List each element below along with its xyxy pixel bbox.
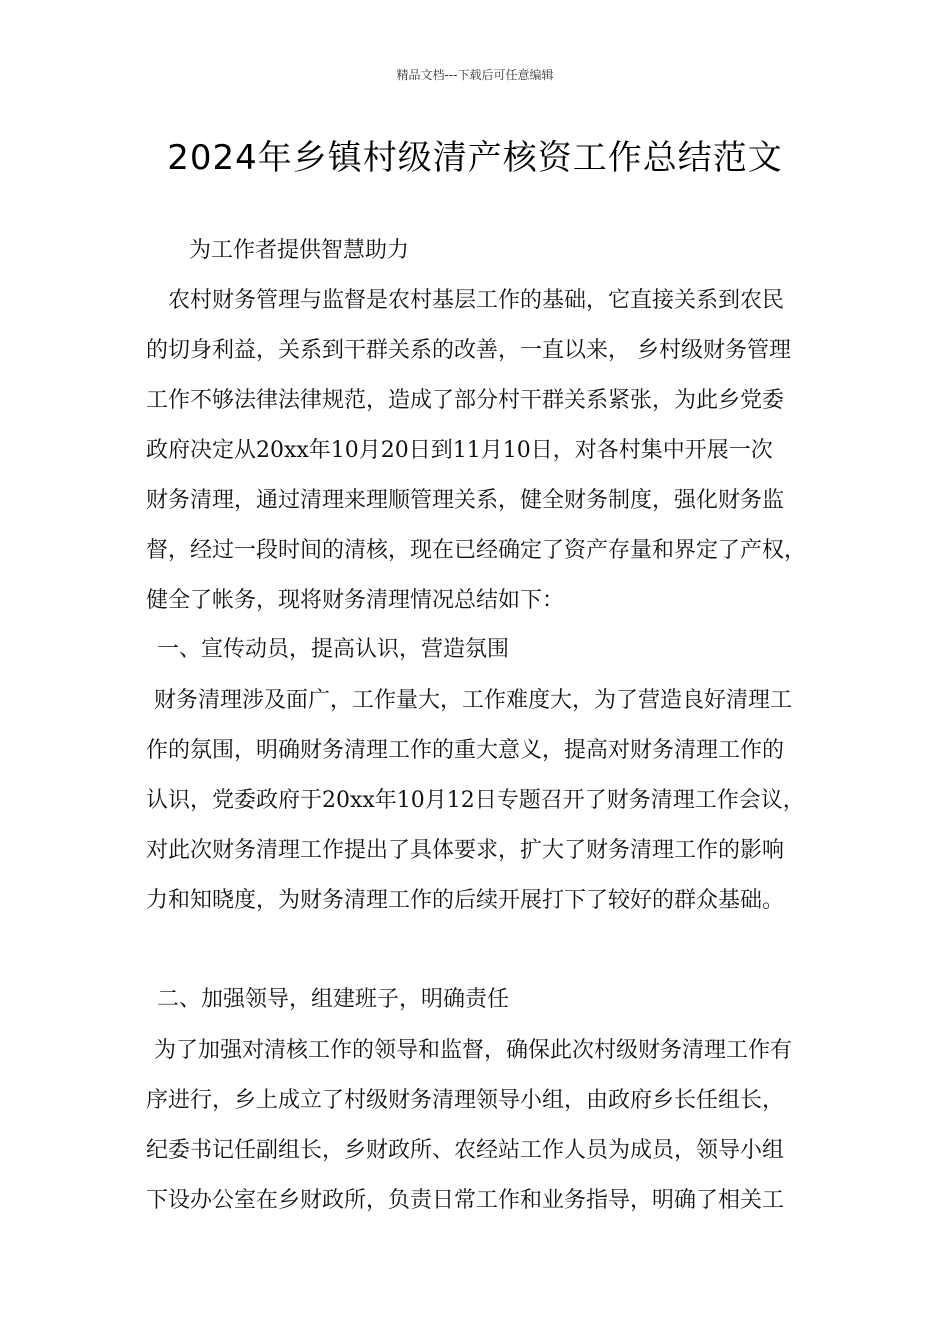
subtitle-line: 为工作者提供智慧助力 bbox=[189, 238, 410, 263]
paragraph-line: 工作不够法律法律规范，造成了部分村干群关系紧张，为此乡党委 bbox=[146, 388, 785, 413]
paragraph-line: 督，经过一段时间的清核，现在已经确定了资产存量和界定了产权， bbox=[146, 538, 807, 563]
paragraph-line: 的切身利益，关系到干群关系的改善，一直以来， 乡村级财务管理 bbox=[146, 338, 791, 363]
paragraph-line: 对此次财务清理工作提出了具体要求，扩大了财务清理工作的影响 bbox=[146, 838, 785, 863]
paragraph-line: 财务清理涉及面广，工作量大，工作难度大，为了营造良好清理工 bbox=[154, 688, 793, 713]
paragraph-line: 为了加强对清核工作的领导和监督，确保此次村级财务清理工作有 bbox=[154, 1038, 793, 1063]
paragraph-line: 健全了帐务，现将财务清理情况总结如下： bbox=[146, 588, 565, 613]
section-heading: 一、宣传动员，提高认识，营造氛围 bbox=[157, 637, 510, 662]
paragraph-line: 认识，党委政府于20xx年10月12日专题召开了财务清理工作会议， bbox=[146, 788, 805, 813]
document-title: 2024年乡镇村级清产核资工作总结范文 bbox=[167, 138, 783, 178]
paragraph-line: 力和知晓度，为财务清理工作的后续开展打下了较好的群众基础。 bbox=[146, 888, 785, 913]
paragraph-line: 财务清理，通过清理来理顺管理关系，健全财务制度，强化财务监 bbox=[146, 488, 785, 513]
paragraph-line: 政府决定从20xx年10月20日到11月10日，对各村集中开展一次 bbox=[146, 438, 773, 463]
paragraph-line: 作的氛围，明确财务清理工作的重大意义，提高对财务清理工作的 bbox=[146, 738, 785, 763]
page-header: 精品文档---下载后可任意编辑 bbox=[396, 68, 554, 82]
paragraph-line: 农村财务管理与监督是农村基层工作的基础，它直接关系到农民 bbox=[168, 288, 785, 313]
section-heading: 二、加强领导，组建班子，明确责任 bbox=[157, 987, 510, 1012]
paragraph-line: 下设办公室在乡财政所，负责日常工作和业务指导，明确了相关工 bbox=[146, 1188, 785, 1213]
paragraph-line: 序进行，乡上成立了村级财务清理领导小组，由政府乡长任组长， bbox=[146, 1088, 785, 1113]
paragraph-line: 纪委书记任副组长，乡财政所、农经站工作人员为成员，领导小组 bbox=[146, 1138, 785, 1163]
